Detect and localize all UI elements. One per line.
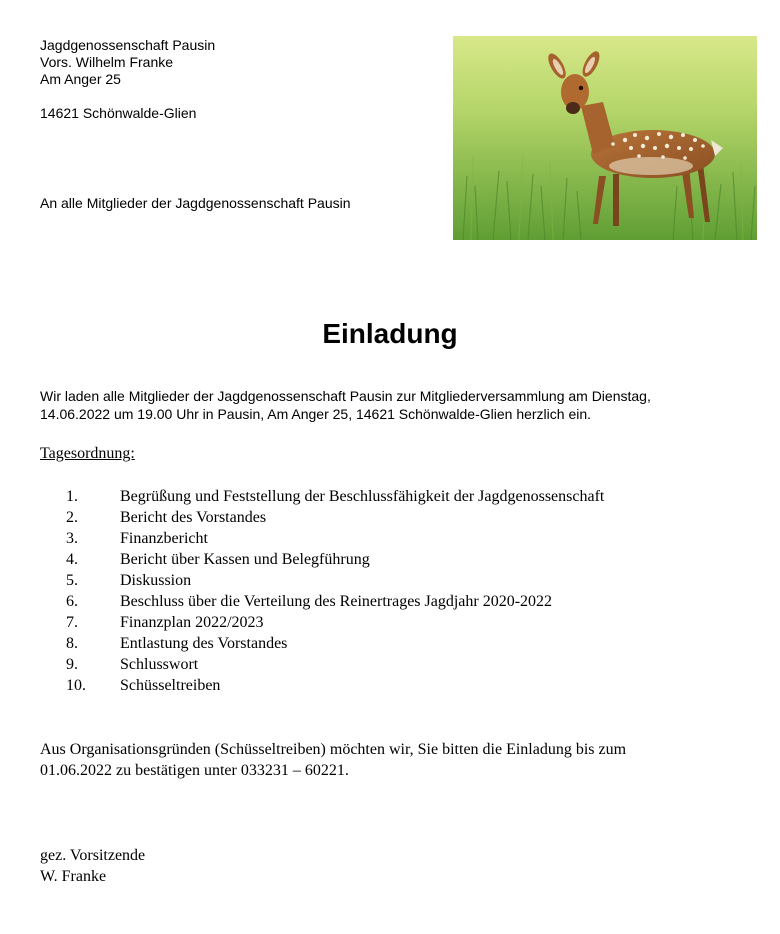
agenda-item-text: Diskussion [120, 572, 192, 589]
sender-organization: Jagdgenossenschaft Pausin [40, 37, 216, 53]
agenda-item [66, 654, 604, 675]
fawn-photo [453, 36, 757, 240]
sender-street: Am Anger 25 [40, 71, 121, 87]
agenda-item-number: 9. [66, 656, 78, 673]
closing-line: 01.06.2022 zu bestätigen unter 033231 – 60221. [40, 762, 349, 779]
agenda-item [66, 591, 604, 612]
intro-paragraph [40, 387, 740, 423]
agenda-item-text: Schüsseltreiben [120, 677, 221, 694]
intro-line: 14.06.2022 um 19.00 Uhr in Pausin, Am Anger 25, 14621 Schönwalde-Glien herzlich ein. [40, 406, 592, 422]
sender-chairman: Vors. Wilhelm Franke [40, 54, 174, 70]
agenda-heading: Tagesordnung: [40, 445, 135, 462]
agenda-item-number: 7. [66, 614, 78, 631]
agenda-item-text: Bericht des Vorstandes [120, 509, 267, 526]
agenda-item [66, 612, 604, 633]
agenda-item-number: 2. [66, 509, 78, 526]
agenda-item [66, 549, 604, 570]
agenda-item-number: 3. [66, 530, 78, 547]
agenda-item [66, 570, 604, 591]
closing-line: Aus Organisationsgründen (Schüsseltreiben) möchten wir, Sie bitten die Einladung bis zum [40, 741, 627, 758]
agenda-item-text: Finanzplan 2022/2023 [120, 614, 264, 631]
signature-name: W. Franke [40, 868, 107, 885]
recipient-line: An alle Mitglieder der Jagdgenossenschaft Pausin [40, 195, 351, 211]
agenda-item [66, 486, 604, 507]
agenda-item-text: Finanzbericht [120, 530, 208, 547]
agenda-item [66, 528, 604, 549]
signature-role: gez. Vorsitzende [40, 847, 146, 864]
agenda-item-text: Bericht über Kassen und Belegführung [120, 551, 370, 568]
agenda-item-number: 8. [66, 635, 78, 652]
sender-address [40, 37, 215, 122]
agenda-item-number: 1. [66, 488, 78, 505]
signature-block [40, 845, 145, 887]
sender-city: 14621 Schönwalde-Glien [40, 105, 197, 121]
agenda-item [66, 633, 604, 654]
agenda-item-text: Beschluss über die Verteilung des Reinertrages Jagdjahr 2020-2022 [120, 593, 553, 610]
agenda-item-number: 10. [66, 677, 86, 694]
agenda-item-number: 4. [66, 551, 78, 568]
agenda-item-text: Schlusswort [120, 656, 199, 673]
agenda-item [66, 507, 604, 528]
agenda-list [66, 486, 604, 696]
page-title: Einladung [322, 318, 458, 349]
intro-line: Wir laden alle Mitglieder der Jagdgenossenschaft Pausin zur Mitgliederversammlung am Dienstag, [40, 388, 651, 404]
closing-paragraph [40, 739, 740, 781]
agenda-item-number: 6. [66, 593, 78, 610]
agenda-item-number: 5. [66, 572, 78, 589]
agenda-item [66, 675, 604, 696]
agenda-item-text: Entlastung des Vorstandes [120, 635, 288, 652]
agenda-item-text: Begrüßung und Feststellung der Beschlussfähigkeit der Jagdgenossenschaft [120, 488, 605, 505]
